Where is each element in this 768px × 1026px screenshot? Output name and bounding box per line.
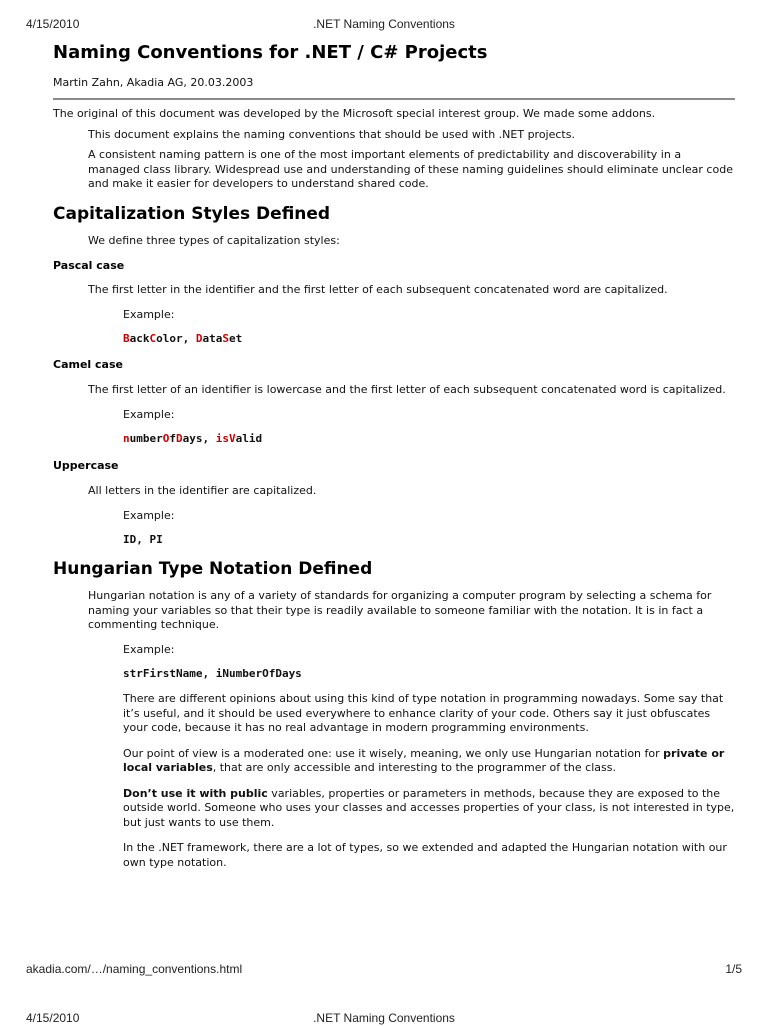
hungarian-framework-paragraph: In the .NET framework, there are a lot of types, so we extended and adapted the Hungarian notation with our own type notation.	[123, 841, 727, 869]
intro-consistent-paragraph: A consistent naming pattern is one of the most important elements of predictability and discoverability in a managed class library. Widespread use and understanding of these naming guidelines should eliminate unclear code and make it easier for developers to understand shared code.	[88, 148, 733, 190]
uppercase-example: ID, PI	[123, 533, 163, 546]
camel-example-label: Example:	[123, 407, 175, 421]
hungarian-public-paragraph: Don’t use it with public variables, properties or parameters in methods, because they are exposed to the outside world. Someone who uses your classes and accesses properties of your class, is not interested in type, but just wants to use them.	[123, 786, 735, 829]
header-title: .NET Naming Conventions	[313, 17, 455, 31]
hungarian-example-label: Example:	[123, 642, 175, 656]
title-divider	[53, 98, 735, 100]
camel-case-heading: Camel case	[53, 358, 123, 371]
document-author: Martin Zahn, Akadia AG, 20.03.2003	[53, 76, 254, 89]
pascal-example-label: Example:	[123, 307, 175, 321]
pascal-case-description: The first letter in the identifier and the first letter of each subsequent concatenated word are capitalized.	[88, 283, 668, 296]
page-header	[0, 16, 768, 32]
header-date: 4/15/2010	[26, 17, 80, 31]
hungarian-description: Hungarian notation is any of a variety of standards for organizing a computer program by selecting a schema for naming your variables so that their type is readily available to someone familiar with the notation. It is in fact a commenting technique.	[88, 589, 712, 631]
hungarian-point-of-view-paragraph: Our point of view is a moderated one: use it wisely, meaning, we only use Hungarian notation for private or local variables, that are only accessible and interesting to the programmer of the class.	[123, 746, 725, 774]
uppercase-description: All letters in the identifier are capitalized.	[88, 484, 317, 497]
pascal-case-heading: Pascal case	[53, 259, 125, 272]
page2-header-date: 4/15/2010	[26, 1011, 80, 1025]
document-body	[53, 40, 735, 870]
hungarian-heading: Hungarian Type Notation Defined	[53, 559, 373, 579]
intro-explains-paragraph: This document explains the naming conventions that should be used with .NET projects.	[88, 127, 575, 141]
hungarian-opinions-paragraph: There are different opinions about using this kind of type notation in programming nowadays. Some say that it’s useful, and it should be used everywhere to enhance clarity of your code. Others say it just obfuscates your code, because it has no real advantage in modern programming environments.	[123, 692, 724, 734]
footer-page-number: 1/5	[725, 962, 742, 976]
intro-original-paragraph: The original of this document was developed by the Microsoft special interest group. We made some addons.	[53, 107, 656, 120]
camel-case-description: The first letter of an identifier is lowercase and the first letter of each subsequent concatenated word is capitalized.	[88, 383, 726, 396]
capitalization-heading: Capitalization Styles Defined	[53, 203, 331, 224]
hungarian-example: strFirstName, iNumberOfDays	[123, 667, 302, 680]
uppercase-heading: Uppercase	[53, 459, 119, 472]
page2-header-title: .NET Naming Conventions	[313, 1011, 455, 1025]
capitalization-intro: We define three types of capitalization styles:	[88, 233, 340, 247]
camel-example: numberOfDays, isValid	[123, 432, 263, 445]
document-title: Naming Conventions for .NET / C# Projects	[53, 42, 488, 63]
page-footer	[0, 961, 768, 977]
pascal-example: BackColor, DataSet	[123, 332, 243, 345]
footer-url[interactable]: akadia.com/…/naming_conventions.html	[26, 962, 243, 976]
uppercase-example-label: Example:	[123, 508, 175, 522]
